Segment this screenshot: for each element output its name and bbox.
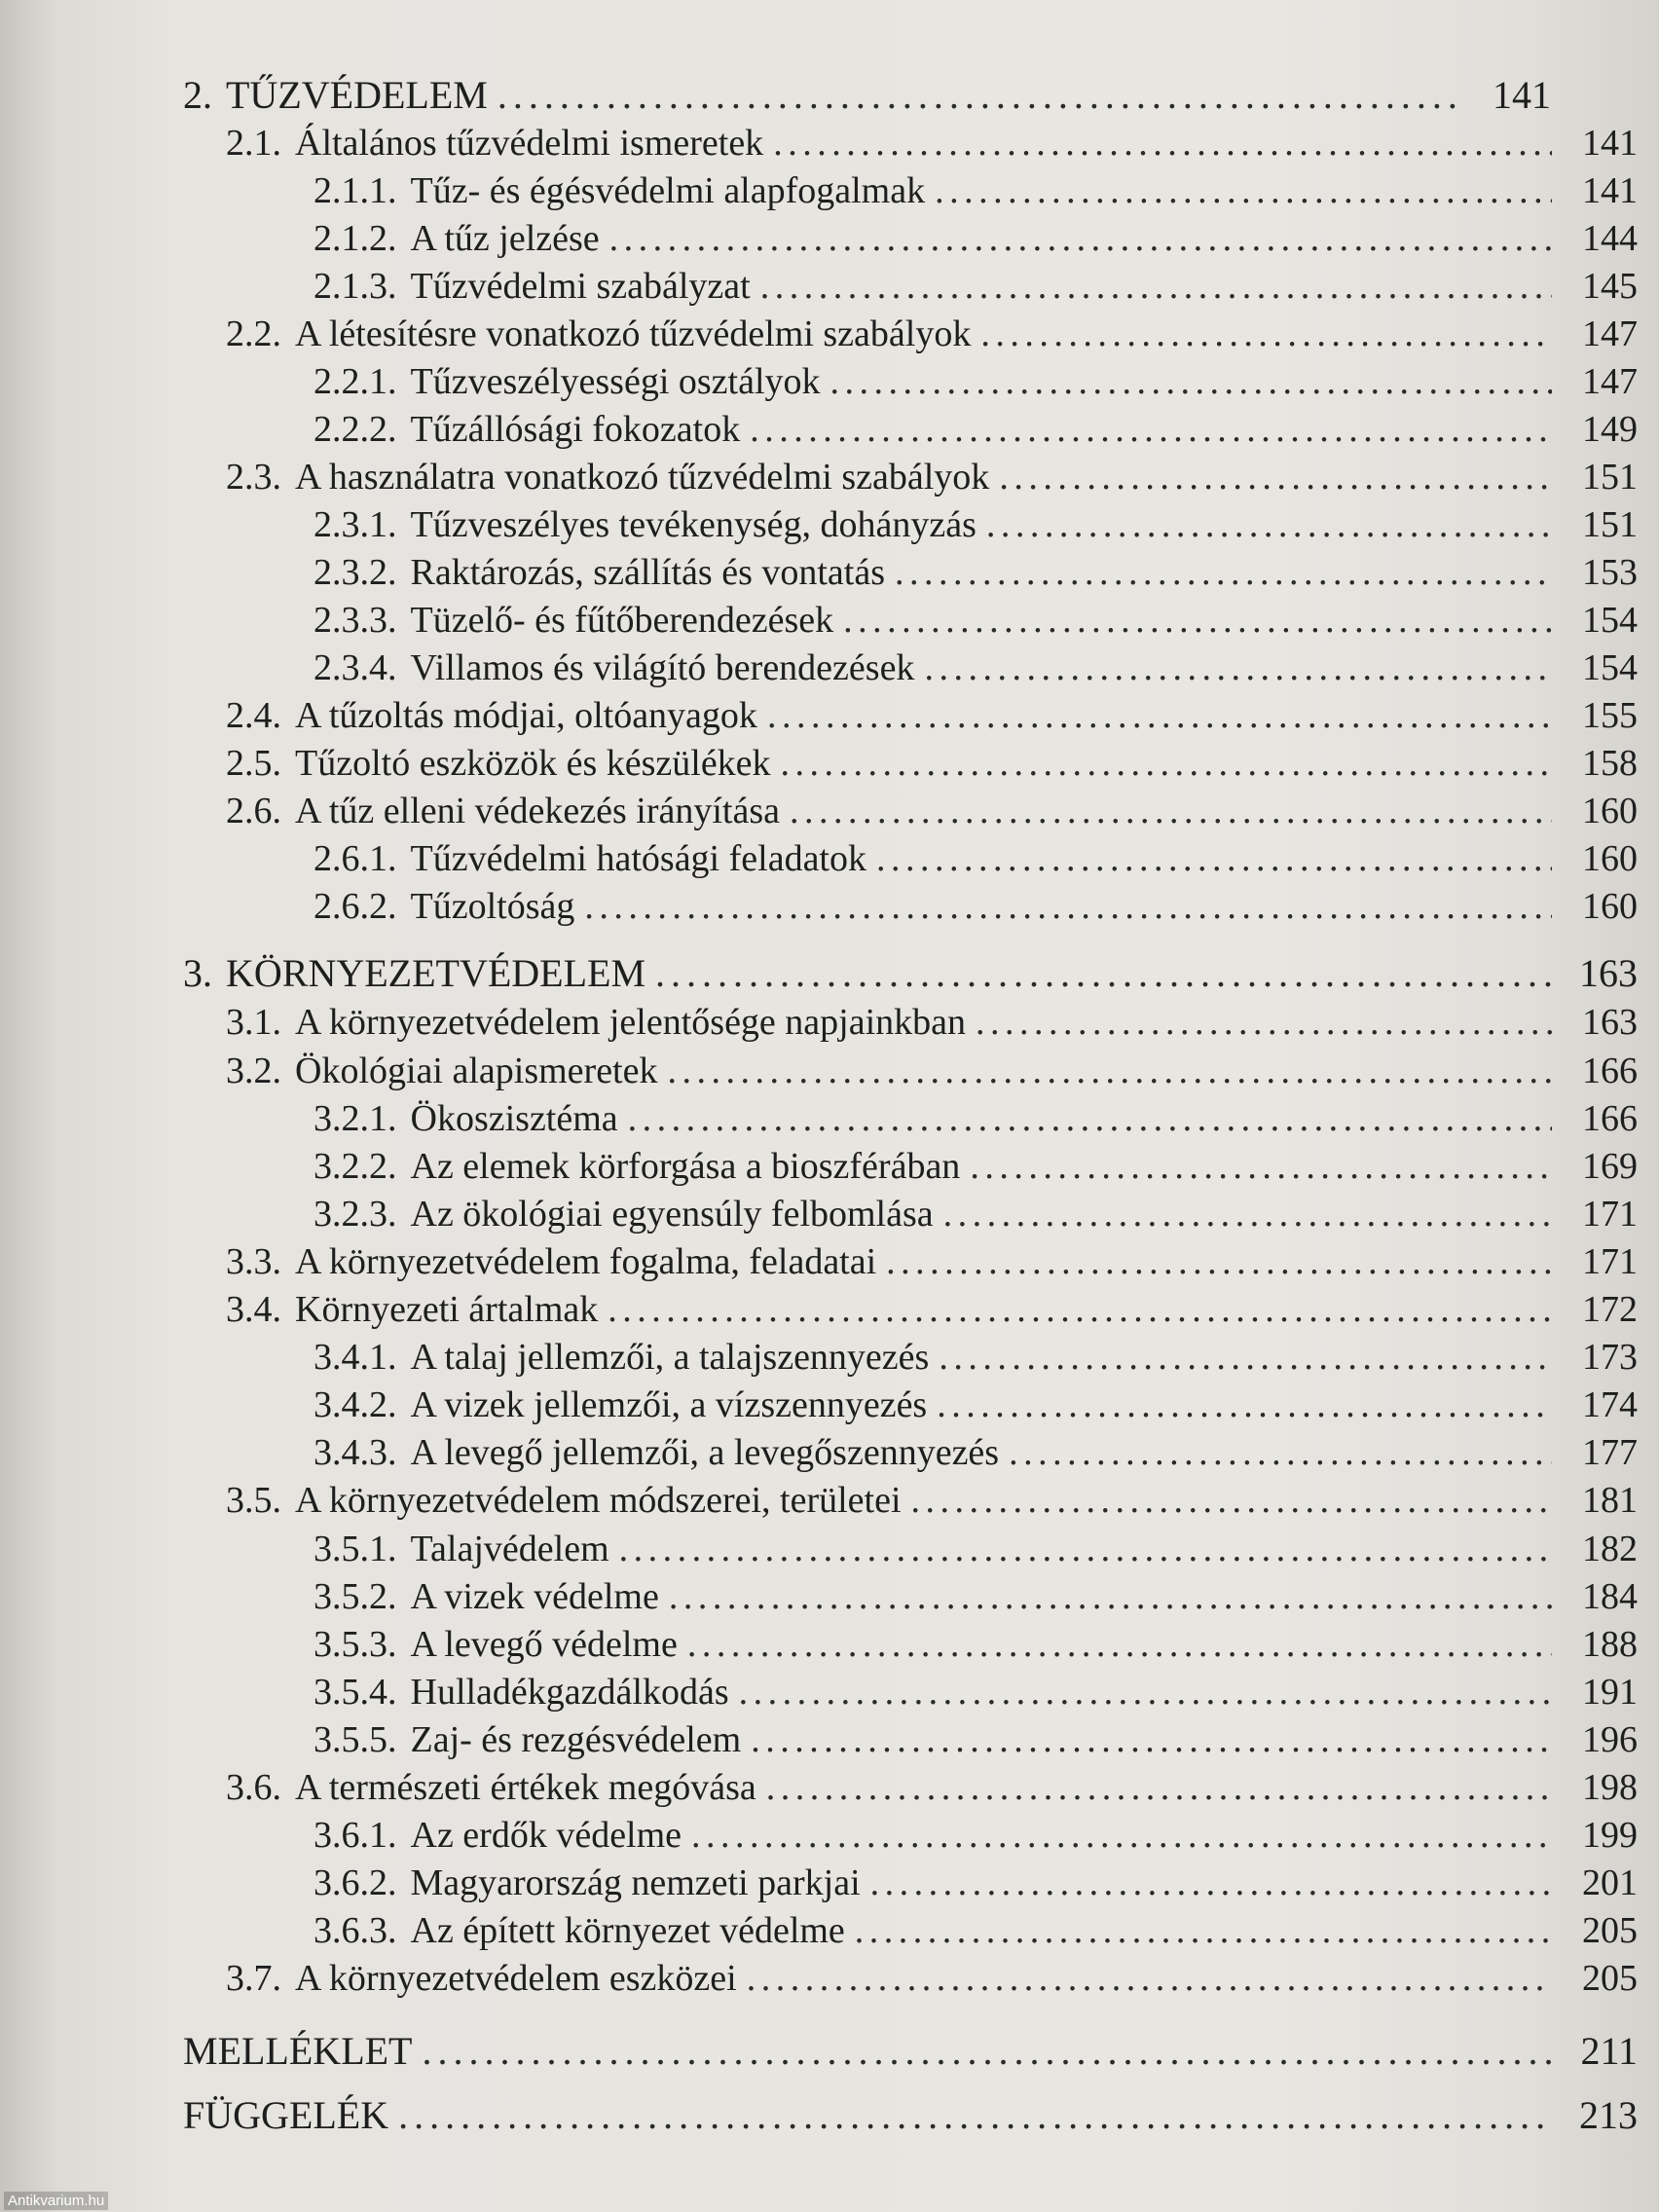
toc-entry-3-4-2 bbox=[313, 1381, 1638, 1429]
toc-entry-2-1-3 bbox=[313, 262, 1638, 311]
toc-entry-number: 3.2.1. bbox=[313, 1098, 397, 1139]
toc-entry-page: 166 bbox=[1582, 1098, 1638, 1139]
toc-entry-title: Az ökológiai egyensúly felbomlása bbox=[410, 1194, 934, 1235]
toc-entry-title: Tüzelő- és fűtőberendezések bbox=[410, 600, 834, 641]
toc-entry-title: Tűz- és égésvédelmi alapfogalmak bbox=[410, 170, 926, 211]
toc-entry-title: A levegő jellemzői, a levegőszennyezés bbox=[410, 1432, 1000, 1473]
toc-entry-page: 160 bbox=[1582, 838, 1638, 879]
dot-leader bbox=[687, 1620, 1552, 1669]
toc-entry-number: 2.3.2. bbox=[313, 552, 397, 593]
toc-entry-title: Az épített környezet védelme bbox=[410, 1910, 845, 1951]
toc-entry-number: 3.5.4. bbox=[313, 1672, 397, 1713]
toc-entry-number: 2.1.1. bbox=[313, 170, 397, 211]
toc-entry-number: 3.5.2. bbox=[313, 1576, 397, 1617]
toc-entry-title: Hulladékgazdálkodás bbox=[410, 1672, 729, 1713]
toc-entry-number: 2.3.1. bbox=[313, 504, 397, 545]
toc-entry-title: Környezeti ártalmak bbox=[295, 1289, 599, 1330]
toc-entry-2-3-3 bbox=[313, 596, 1638, 645]
dot-leader bbox=[781, 739, 1552, 788]
toc-entry-title: Ökológiai alapismeretek bbox=[295, 1051, 658, 1091]
toc-entry-title: MELLÉKLET bbox=[183, 2029, 413, 2073]
toc-entry-title: Zaj- és rezgésvédelem bbox=[410, 1719, 742, 1760]
toc-entry-title: Villamos és világító berendezések bbox=[410, 647, 915, 688]
dot-leader bbox=[876, 834, 1552, 883]
toc-entry-page: 155 bbox=[1582, 695, 1638, 736]
toc-entry-3-1 bbox=[226, 998, 1638, 1047]
toc-entry-number: 3.7. bbox=[226, 1958, 281, 1999]
toc-entry-page: 171 bbox=[1582, 1241, 1638, 1282]
toc-entry-number: 2.3.4. bbox=[313, 647, 397, 688]
toc-entry-number: 2.6.1. bbox=[313, 838, 397, 879]
toc-entry-title: Tűzállósági fokozatok bbox=[410, 409, 741, 450]
toc-entry-title: A talaj jellemzői, a talajszennyezés bbox=[410, 1337, 930, 1378]
toc-entry-number: 3.4. bbox=[226, 1289, 281, 1330]
dot-leader bbox=[943, 1190, 1552, 1238]
toc-entry-number: 3.5. bbox=[226, 1480, 281, 1521]
toc-entry-page: 177 bbox=[1582, 1432, 1638, 1473]
toc-entry-page: 169 bbox=[1582, 1146, 1638, 1187]
toc-entry-page: 213 bbox=[1579, 2093, 1638, 2137]
toc-entry-page: 191 bbox=[1582, 1672, 1638, 1713]
dot-leader bbox=[986, 500, 1552, 549]
toc-entry-2-2-2 bbox=[313, 405, 1638, 454]
toc-entry-number: 3.6.1. bbox=[313, 1815, 397, 1856]
toc-entry-3-4 bbox=[226, 1285, 1638, 1334]
dot-leader bbox=[747, 1954, 1552, 2003]
dot-leader bbox=[750, 405, 1552, 454]
toc-entry-2-3-1 bbox=[313, 500, 1638, 549]
toc-entry-2-1-2 bbox=[313, 214, 1638, 263]
dot-leader bbox=[739, 1668, 1552, 1716]
toc-entry-title: Tűzvédelmi hatósági feladatok bbox=[410, 838, 866, 879]
dot-leader bbox=[628, 1094, 1552, 1143]
toc-entry-title: A tűz jelzése bbox=[410, 218, 600, 259]
dot-leader bbox=[773, 119, 1552, 167]
toc-entry-title: A környezetvédelem jelentősége napjainkban bbox=[295, 1002, 967, 1043]
toc-entry-number: 2.2. bbox=[226, 313, 281, 354]
toc-entry-title: Tűzoltóság bbox=[410, 886, 575, 927]
toc-entry-page: 163 bbox=[1579, 951, 1638, 995]
toc-entry-number: 2.5. bbox=[226, 743, 281, 784]
toc-entry-title: TŰZVÉDELEM bbox=[226, 73, 488, 117]
toc-entry-2-1 bbox=[226, 119, 1638, 167]
toc-entry-title: A vizek védelme bbox=[410, 1576, 659, 1617]
toc-entry-number: 2.1. bbox=[226, 123, 281, 164]
toc-entry-title: Tűzoltó eszközök és készülékek bbox=[295, 743, 771, 784]
dot-leader bbox=[980, 310, 1552, 358]
toc-entry-3-2-3 bbox=[313, 1190, 1638, 1238]
toc-entry-number: 3.5.5. bbox=[313, 1719, 397, 1760]
toc-entry-3-6-3 bbox=[313, 1906, 1638, 1955]
toc-entry-page: 188 bbox=[1582, 1624, 1638, 1665]
toc-entry-page: 154 bbox=[1582, 647, 1638, 688]
dot-leader bbox=[766, 1763, 1552, 1812]
toc-entry-title: A környezetvédelem módszerei, területei bbox=[295, 1480, 902, 1521]
toc-entry-3-2-1 bbox=[313, 1094, 1638, 1143]
dot-leader bbox=[498, 71, 1465, 120]
toc-entry-3-4-3 bbox=[313, 1428, 1638, 1477]
toc-entry-page: 166 bbox=[1582, 1051, 1638, 1091]
toc-entry-page: 145 bbox=[1582, 266, 1638, 307]
toc-entry-page: 144 bbox=[1582, 218, 1638, 259]
toc-entry-page: 141 bbox=[1582, 123, 1638, 164]
toc-entry-number: 3.4.2. bbox=[313, 1384, 397, 1425]
toc-entry-page: 205 bbox=[1582, 1910, 1638, 1951]
toc-entry-title: KÖRNYEZETVÉDELEM bbox=[226, 951, 646, 995]
toc-entry-number: 2. bbox=[183, 73, 212, 117]
dot-leader bbox=[999, 453, 1552, 501]
toc-entry-number: 2.3.3. bbox=[313, 600, 397, 641]
toc-entry-page: 181 bbox=[1582, 1480, 1638, 1521]
toc-entry-3-5-5 bbox=[313, 1715, 1638, 1764]
toc-entry-page: 171 bbox=[1582, 1194, 1638, 1235]
toc-entry-fuggelek bbox=[183, 2091, 1638, 2140]
toc-entry-2-3-2 bbox=[313, 548, 1638, 597]
toc-entry-number: 3.4.3. bbox=[313, 1432, 397, 1473]
toc-entry-2-6 bbox=[226, 787, 1638, 835]
toc-entry-3-4-1 bbox=[313, 1333, 1638, 1382]
dot-leader bbox=[398, 2091, 1552, 2140]
dot-leader bbox=[970, 1142, 1552, 1191]
toc-entry-number: 3.2. bbox=[226, 1051, 281, 1091]
toc-entry-3-7 bbox=[226, 1954, 1638, 2003]
dot-leader bbox=[655, 949, 1552, 998]
dot-leader bbox=[584, 882, 1552, 931]
toc-entry-page: 141 bbox=[1493, 73, 1551, 117]
dot-leader bbox=[423, 2027, 1553, 2076]
dot-leader bbox=[1009, 1428, 1552, 1477]
toc-entry-2-1-1 bbox=[313, 166, 1638, 215]
toc-entry-page: 141 bbox=[1582, 170, 1638, 211]
toc-entry-number: 3. bbox=[183, 951, 212, 995]
dot-leader bbox=[691, 1811, 1552, 1860]
toc-entry-title: FÜGGELÉK bbox=[183, 2093, 389, 2137]
toc-entry-number: 3.3. bbox=[226, 1241, 281, 1282]
dot-leader bbox=[937, 1381, 1552, 1429]
toc-entry-3-3 bbox=[226, 1237, 1638, 1286]
toc-entry-3-5-1 bbox=[313, 1525, 1638, 1573]
toc-entry-title: A környezetvédelem eszközei bbox=[295, 1958, 737, 1999]
toc-entry-2-2-1 bbox=[313, 357, 1638, 406]
toc-entry-page: 174 bbox=[1582, 1384, 1638, 1425]
toc-entry-number: 3.6.2. bbox=[313, 1862, 397, 1903]
toc-entry-page: 211 bbox=[1580, 2029, 1638, 2073]
toc-entry-page: 153 bbox=[1582, 552, 1638, 593]
toc-entry-number: 2.2.1. bbox=[313, 361, 397, 402]
toc-entry-page: 184 bbox=[1582, 1576, 1638, 1617]
toc-entry-title: Tűzveszélyességi osztályok bbox=[410, 361, 821, 402]
dot-leader bbox=[609, 214, 1552, 263]
toc-entry-page: 154 bbox=[1582, 600, 1638, 641]
toc-entry-3-5 bbox=[226, 1476, 1638, 1525]
toc-entry-number: 2.2.2. bbox=[313, 409, 397, 450]
dot-leader bbox=[924, 644, 1552, 692]
toc-entry-2-2 bbox=[226, 310, 1638, 358]
toc-entry-2-4 bbox=[226, 691, 1638, 740]
toc-entry-3-5-4 bbox=[313, 1668, 1638, 1716]
toc-entry-3-5-3 bbox=[313, 1620, 1638, 1669]
toc-entry-page: 147 bbox=[1582, 361, 1638, 402]
toc-entry-page: 182 bbox=[1582, 1529, 1638, 1569]
toc-entry-number: 3.2.3. bbox=[313, 1194, 397, 1235]
toc-entry-page: 151 bbox=[1582, 457, 1638, 498]
dot-leader bbox=[790, 787, 1552, 835]
toc-entry-page: 205 bbox=[1582, 1958, 1638, 1999]
dot-leader bbox=[669, 1572, 1552, 1621]
toc-entry-page: 151 bbox=[1582, 504, 1638, 545]
toc-entry-page: 196 bbox=[1582, 1719, 1638, 1760]
toc-entry-3-6-1 bbox=[313, 1811, 1638, 1860]
toc-entry-page: 198 bbox=[1582, 1767, 1638, 1808]
toc-entry-title: Talajvédelem bbox=[410, 1529, 609, 1569]
toc-entry-3-6 bbox=[226, 1763, 1638, 1812]
dot-leader bbox=[843, 596, 1552, 645]
dot-leader bbox=[760, 262, 1552, 311]
toc-entry-page: 160 bbox=[1582, 886, 1638, 927]
toc-entry-number: 3.6. bbox=[226, 1767, 281, 1808]
toc-entry-page: 158 bbox=[1582, 743, 1638, 784]
toc-entry-title: A létesítésre vonatkozó tűzvédelmi szabályok bbox=[295, 313, 972, 354]
toc-entry-page: 199 bbox=[1582, 1815, 1638, 1856]
toc-entry-title: Az erdők védelme bbox=[410, 1815, 682, 1856]
toc-entry-title: Általános tűzvédelmi ismeretek bbox=[295, 123, 764, 164]
toc-entry-2-6-1 bbox=[313, 834, 1638, 883]
toc-entry-number: 3.2.2. bbox=[313, 1146, 397, 1187]
toc-entry-number: 2.4. bbox=[226, 695, 281, 736]
toc-entry-title: Magyarország nemzeti parkjai bbox=[410, 1862, 861, 1903]
dot-leader bbox=[911, 1476, 1552, 1525]
toc-entry-page: 160 bbox=[1582, 791, 1638, 831]
dot-leader bbox=[939, 1333, 1552, 1382]
toc-entry-number: 3.5.1. bbox=[313, 1529, 397, 1569]
dot-leader bbox=[767, 691, 1552, 740]
dot-leader bbox=[668, 1047, 1553, 1095]
toc-entry-page: 173 bbox=[1582, 1337, 1638, 1378]
dot-leader bbox=[976, 998, 1552, 1047]
toc-entry-title: Raktározás, szállítás és vontatás bbox=[410, 552, 886, 593]
toc-entry-title: A levegő védelme bbox=[410, 1624, 678, 1665]
toc-entry-2-5 bbox=[226, 739, 1638, 788]
toc-entry-page: 149 bbox=[1582, 409, 1638, 450]
toc-entry-2-3 bbox=[226, 453, 1638, 501]
toc-entry-title: Ökoszisztéma bbox=[410, 1098, 618, 1139]
toc-entry-page: 172 bbox=[1582, 1289, 1638, 1330]
toc-entry-page: 163 bbox=[1582, 1002, 1638, 1043]
dot-leader bbox=[608, 1285, 1552, 1334]
toc-entry-title: Az elemek körforgása a bioszférában bbox=[410, 1146, 961, 1187]
toc-entry-title: A használatra vonatkozó tűzvédelmi szabályok bbox=[295, 457, 990, 498]
dot-leader bbox=[751, 1715, 1552, 1764]
toc-entry-3-6-2 bbox=[313, 1859, 1638, 1907]
toc-entry-2-6-2 bbox=[313, 882, 1638, 931]
toc-entry-number: 2.6. bbox=[226, 791, 281, 831]
toc-entry-number: 2.6.2. bbox=[313, 886, 397, 927]
toc-entry-title: Tűzvédelmi szabályzat bbox=[410, 266, 751, 307]
dot-leader bbox=[935, 166, 1552, 215]
toc-entry-title: A tűzoltás módjai, oltóanyagok bbox=[295, 695, 757, 736]
dot-leader bbox=[855, 1906, 1552, 1955]
toc-entry-number: 2.1.2. bbox=[313, 218, 397, 259]
toc-entry-melleklet bbox=[183, 2027, 1638, 2076]
toc-entry-3-2 bbox=[226, 1047, 1638, 1095]
dot-leader bbox=[830, 357, 1552, 406]
toc-entry-number: 2.1.3. bbox=[313, 266, 397, 307]
dot-leader bbox=[870, 1859, 1552, 1907]
toc-entry-title: A tűz elleni védekezés irányítása bbox=[295, 791, 781, 831]
dot-leader bbox=[886, 1237, 1552, 1286]
toc-entry-2-3-4 bbox=[313, 644, 1638, 692]
toc-entry-title: A környezetvédelem fogalma, feladatai bbox=[295, 1241, 877, 1282]
toc-entry-title: A természeti értékek megóvása bbox=[295, 1767, 756, 1808]
toc-entry-number: 2.3. bbox=[226, 457, 281, 498]
toc-entry-page: 201 bbox=[1582, 1862, 1638, 1903]
dot-leader bbox=[895, 548, 1552, 597]
toc-entry-3-5-2 bbox=[313, 1572, 1638, 1621]
toc-entry-number: 3.5.3. bbox=[313, 1624, 397, 1665]
toc-entry-number: 3.1. bbox=[226, 1002, 281, 1043]
toc-entry-title: A vizek jellemzői, a vízszennyezés bbox=[410, 1384, 928, 1425]
toc-entry-2 bbox=[183, 71, 1551, 120]
toc-entry-number: 3.4.1. bbox=[313, 1337, 397, 1378]
toc-entry-number: 3.6.3. bbox=[313, 1910, 397, 1951]
toc-entry-3 bbox=[183, 949, 1638, 998]
toc-entry-page: 147 bbox=[1582, 313, 1638, 354]
toc-entry-3-2-2 bbox=[313, 1142, 1638, 1191]
dot-leader bbox=[619, 1525, 1552, 1573]
toc-entry-title: Tűzveszélyes tevékenység, dohányzás bbox=[410, 504, 977, 545]
source-watermark: Antikvarium.hu bbox=[4, 2192, 108, 2210]
